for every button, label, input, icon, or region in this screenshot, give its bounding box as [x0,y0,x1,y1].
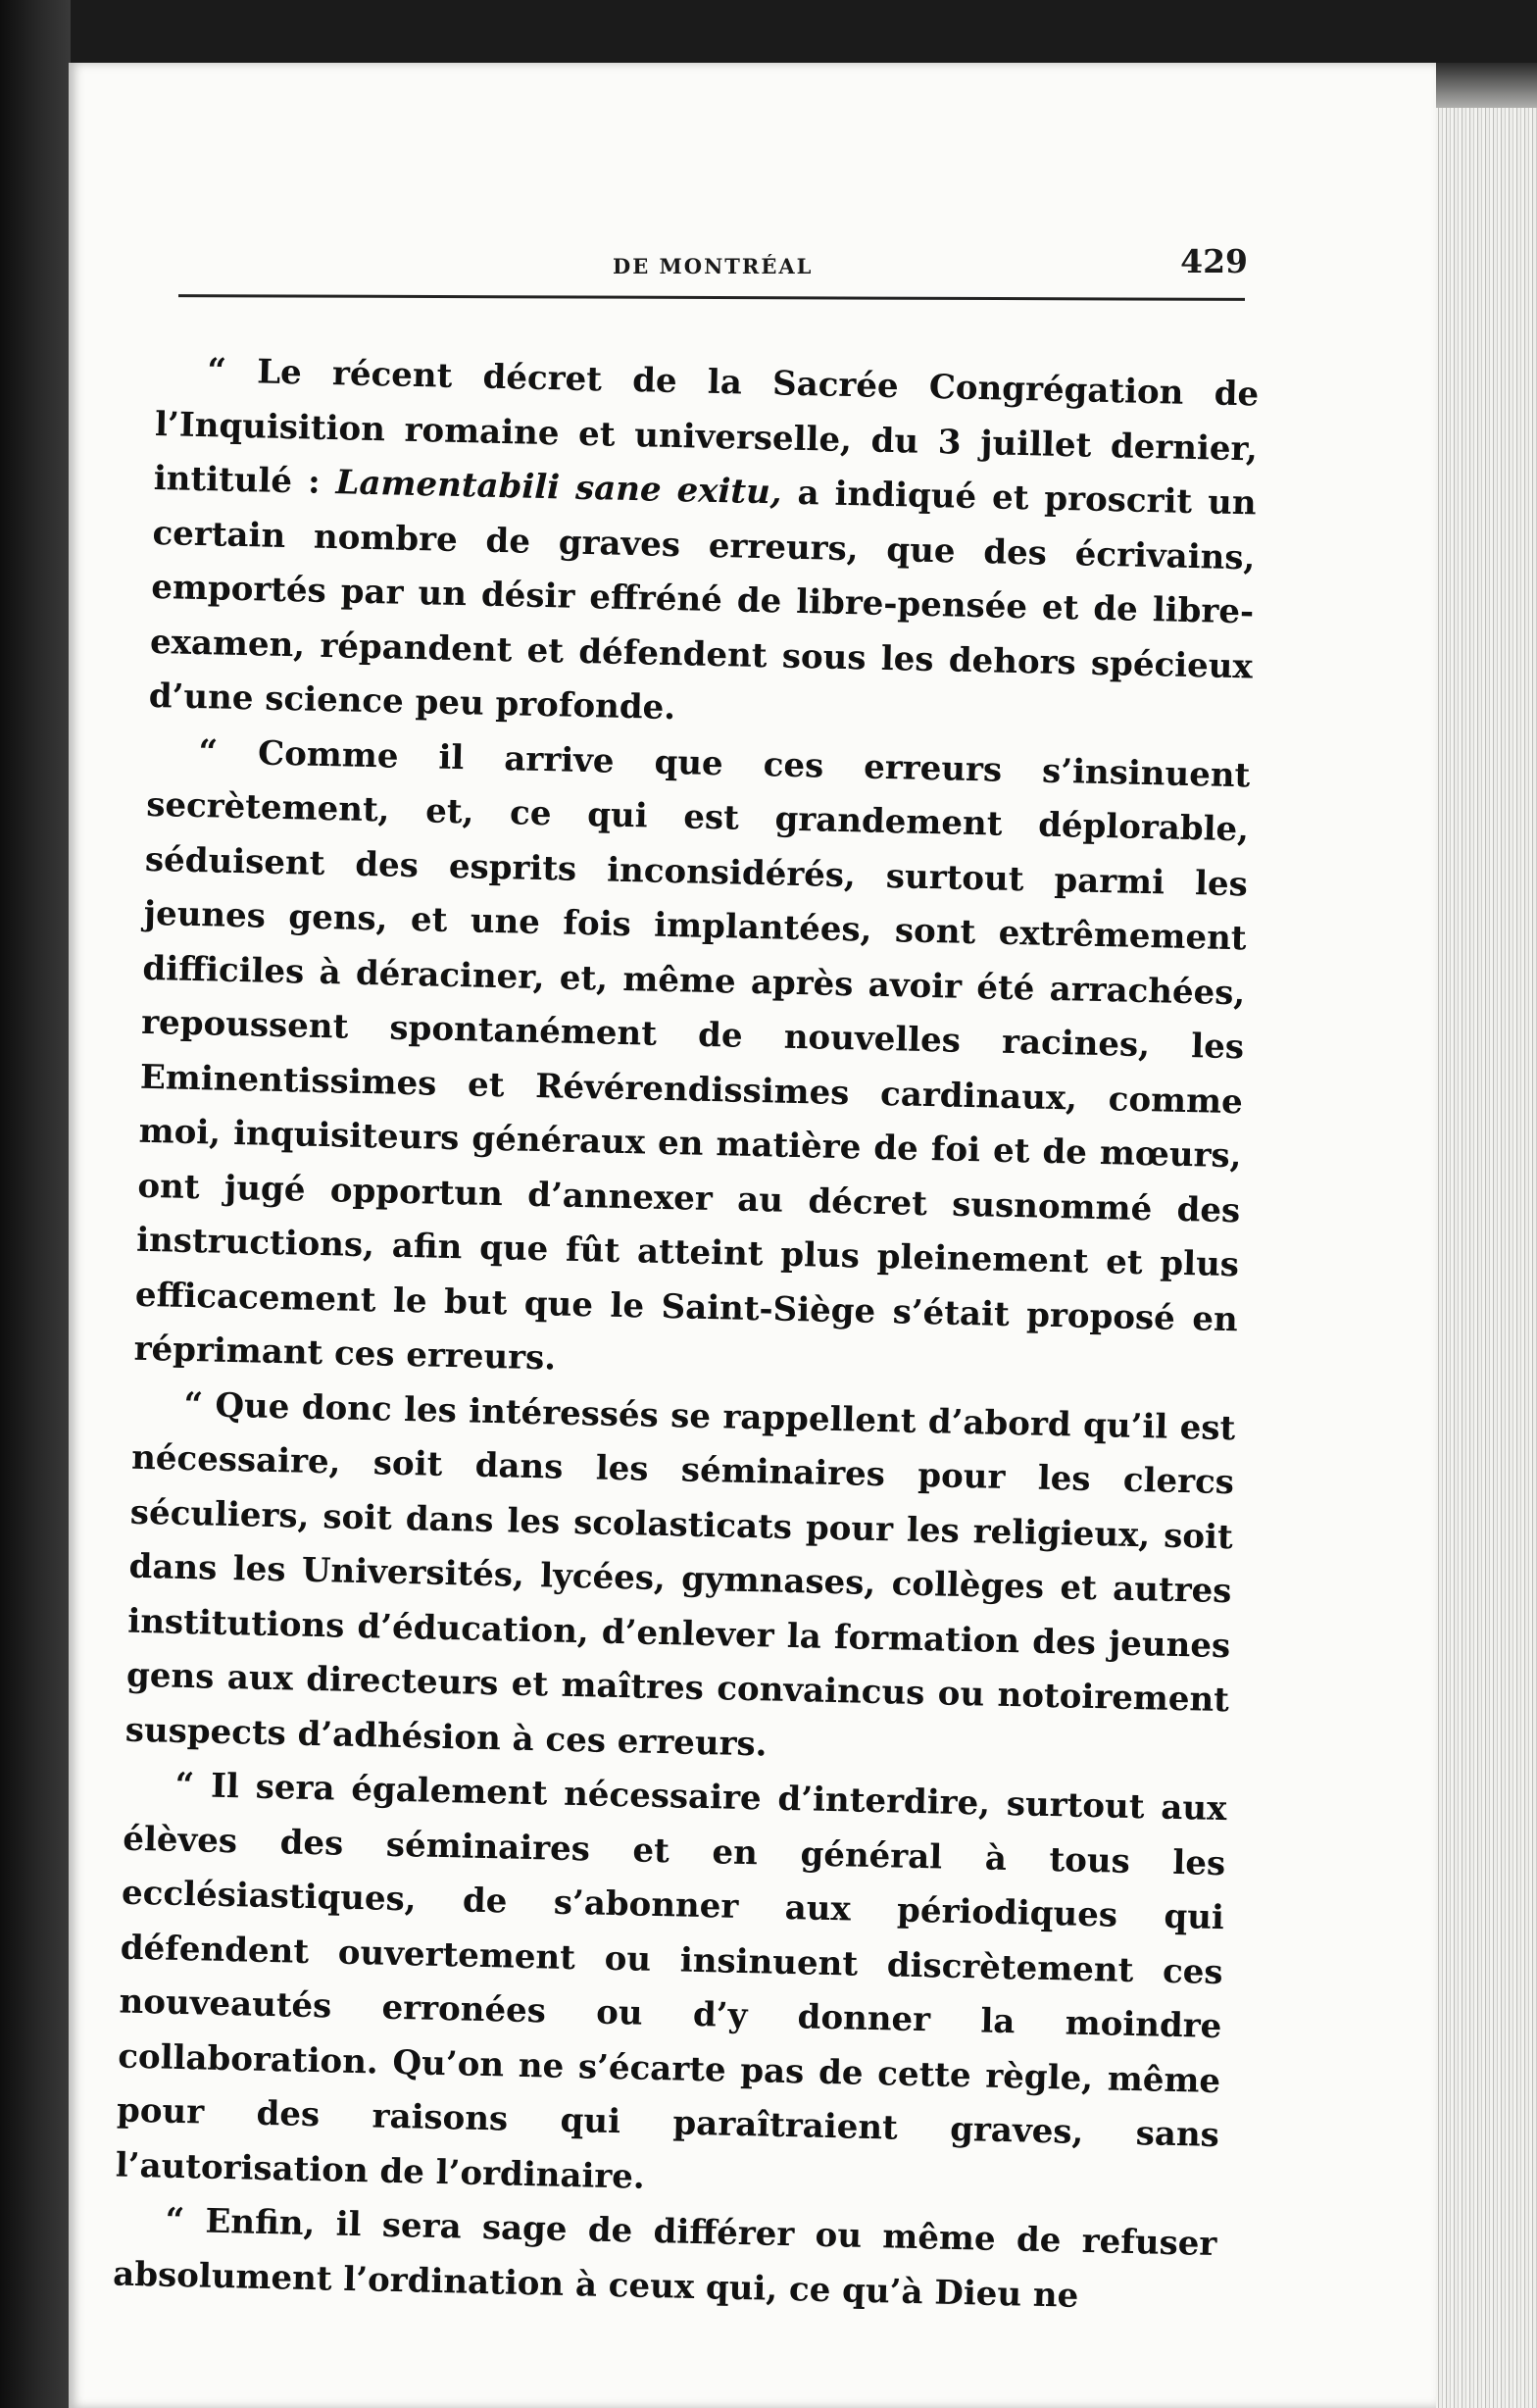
decree-title: Lamentabili sane exitu, [335,463,783,513]
paragraph-1 [148,343,1260,749]
paragraph-4: “ Il sera également nécessaire d’interdire, surtout aux élèves des séminaires et en général à tous les ecclésiastiques, de s’abonner aux périodiques qui défendent ouvertement ou insinuent discrètement ces nouveautés erronées ou d’y donner la moindre collaboration. Qu’on ne s’écarte pas de cette règle, même pour des raisons qui paraîtraient graves, sans l’autorisation de l’ordinaire. [115,1765,1227,2197]
paragraph-5: “ Enfin, il sera sage de différer ou même de refuser absolument l’ordination à ceux qui, ce qu’à Dieu ne [112,2200,1217,2316]
paragraph-2: “ Comme il arrive que ces erreurs s’insinuent secrètement, et, ce qui est grandement déplorable, séduisent des esprits inconsidérés, surtout parmi les jeunes gens, et une fois implantées, sont extrêmement difficiles à déraciner, et, même après avoir été arrachées, repoussent spontanément de nouvelles racines, les Eminentissimes et Révérendissimes cardinaux, comme moi, inquisiteurs généraux en matière de foi et de mœurs, ont jugé opportun d’annexer au décret susnommé des instructions, afin que fût atteint plus pleinement et plus efficacement le but que le Saint-Siège s’était proposé en réprimant ces erreurs. [133,731,1251,1379]
page-number: 429 [1180,242,1248,280]
book-page-edges [1421,108,1537,2408]
paragraph-1-end: a indiqué et proscrit un certain nombre de graves erreurs, que des écrivains, emportés par un désir effréné de libre-pensée et de libre-examen, répandent et défendent sous les dehors spécieux d’une science peu profonde. [148,473,1258,728]
running-head: DE MONTRÉAL [613,254,814,278]
paragraph-1-start: “ Le récent décret de la Sacrée Congrégation de l’Inquisition romaine et universelle, du 3 juillet dernier, intitulé : [153,351,1260,503]
scan-left-edge [0,0,71,2408]
body-text [113,343,1260,2327]
paragraph-3: “ Que donc les intéressés se rappellent d’abord qu’il est nécessaire, soit dans les séminaires pour les clercs séculiers, soit dans les scolasticats pour les religieux, soit dans les Universités, lycées, gymnases, collèges et autres institutions d’éducation, d’enlever la formation des jeunes gens aux directeurs et maîtres convaincus ou notoirement suspects d’adhésion à ces erreurs. [124,1384,1236,1764]
